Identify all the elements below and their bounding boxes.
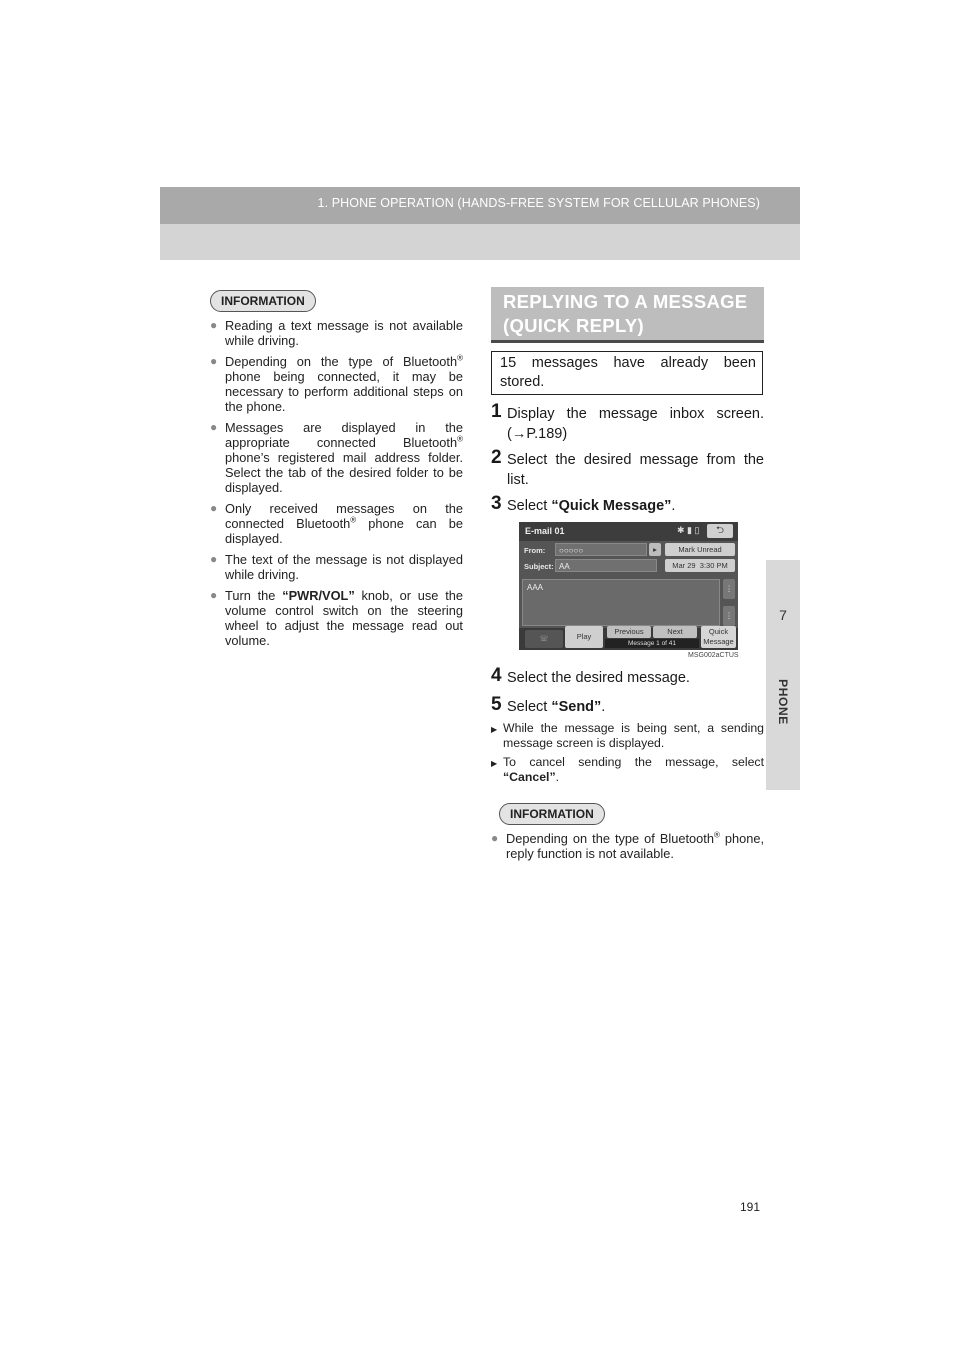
from-label: From: [524,546,546,555]
previous-button[interactable]: Previous [607,626,651,638]
note-box [491,351,763,395]
scroll-down-icon[interactable]: ⋮ [723,606,735,626]
list-item: ● Messages are displayed in the appropriate connected Bluetooth® phone’s registered mail address folder. Select the tab of the desired folder to be displayed. [210,420,463,495]
chapter-label-text: PHONE [776,679,790,725]
back-icon[interactable]: ⮌ [707,524,733,538]
next-button[interactable]: Next [653,626,697,638]
subject-field: AA [555,559,657,572]
page-number: 191 [740,1200,761,1214]
step-number: 4 [491,665,502,686]
message-counter: Message 1 of 41 [605,639,699,648]
step-number: 5 [491,694,502,715]
list-item: ● Reading a text message is not available while driving. [210,318,463,348]
step-text: Select “Send”. [507,699,606,715]
step-2 [491,447,764,490]
step-number: 1 [491,401,502,422]
header-title: 1. PHONE OPERATION (HANDS-FREE SYSTEM FOR CELLULAR PHONES) [317,196,760,210]
phone-icon[interactable]: ☏ [525,630,563,648]
list-item: ● Only received messages on the connected Bluetooth® phone can be displayed. [210,501,463,546]
list-item: ● Turn the “PWR/VOL” knob, or use the volume control switch on the steering wheel to adjust the message read out volume. [210,588,463,648]
step-1 [491,401,764,444]
figure-caption: MSG002aCTUS [688,652,739,659]
mark-unread-button[interactable]: Mark Unread [665,543,735,556]
section-heading [491,287,764,343]
message-body [522,579,720,626]
chapter-label [766,642,800,762]
list-item: ● Depending on the type of Bluetooth® phone being connected, it may be necessary to perform additional steps on the phone. [210,354,463,414]
step-5 [491,694,764,717]
step-text: Display the message inbox screen. (→P.189) [507,406,764,442]
contact-icon[interactable]: ▸ [649,543,661,556]
information-list [491,831,764,867]
step-number: 2 [491,447,502,468]
screen-title: E-mail 01 [525,526,565,536]
step-notes [491,721,764,789]
section-heading-text: REPLYING TO A MESSAGE (QUICK REPLY) [503,291,748,336]
subject-label: Subject: [524,562,554,571]
signal-icon: ✱ ▮ ▯ [677,525,700,535]
play-button[interactable]: Play [565,626,603,648]
step-3 [491,493,764,516]
step-number: 3 [491,493,502,514]
list-item: ● Depending on the type of Bluetooth® phone, reply function is not available. [491,831,764,861]
from-field: ○○○○○ [555,543,647,556]
information-list [210,318,463,654]
page-header-bar [160,187,800,224]
screen-titlebar [519,522,738,541]
chapter-number: 7 [779,607,787,623]
step-text: Select the desired message. [507,670,690,686]
step-text: Select the desired message from the list. [507,452,764,488]
scroll-up-icon[interactable]: ⋮ [723,579,735,599]
message-body-text: AAA [527,583,544,592]
date-time: Mar 29 3:30 PM [665,559,735,572]
page-header [160,187,800,260]
list-item: ▶ While the message is being sent, a sending message screen is displayed. [491,721,764,751]
information-label: INFORMATION [210,290,316,312]
step-4 [491,665,764,688]
screen-figure [519,522,738,650]
step-text: Select “Quick Message”. [507,498,676,514]
list-item: ▶ To cancel sending the message, select “Cancel”. [491,755,764,785]
information-label: INFORMATION [499,803,605,825]
list-item: ● The text of the message is not displayed while driving. [210,552,463,582]
note-text: 15 messages have already been stored. [500,355,756,390]
quick-message-button[interactable]: Quick Message [701,626,736,648]
